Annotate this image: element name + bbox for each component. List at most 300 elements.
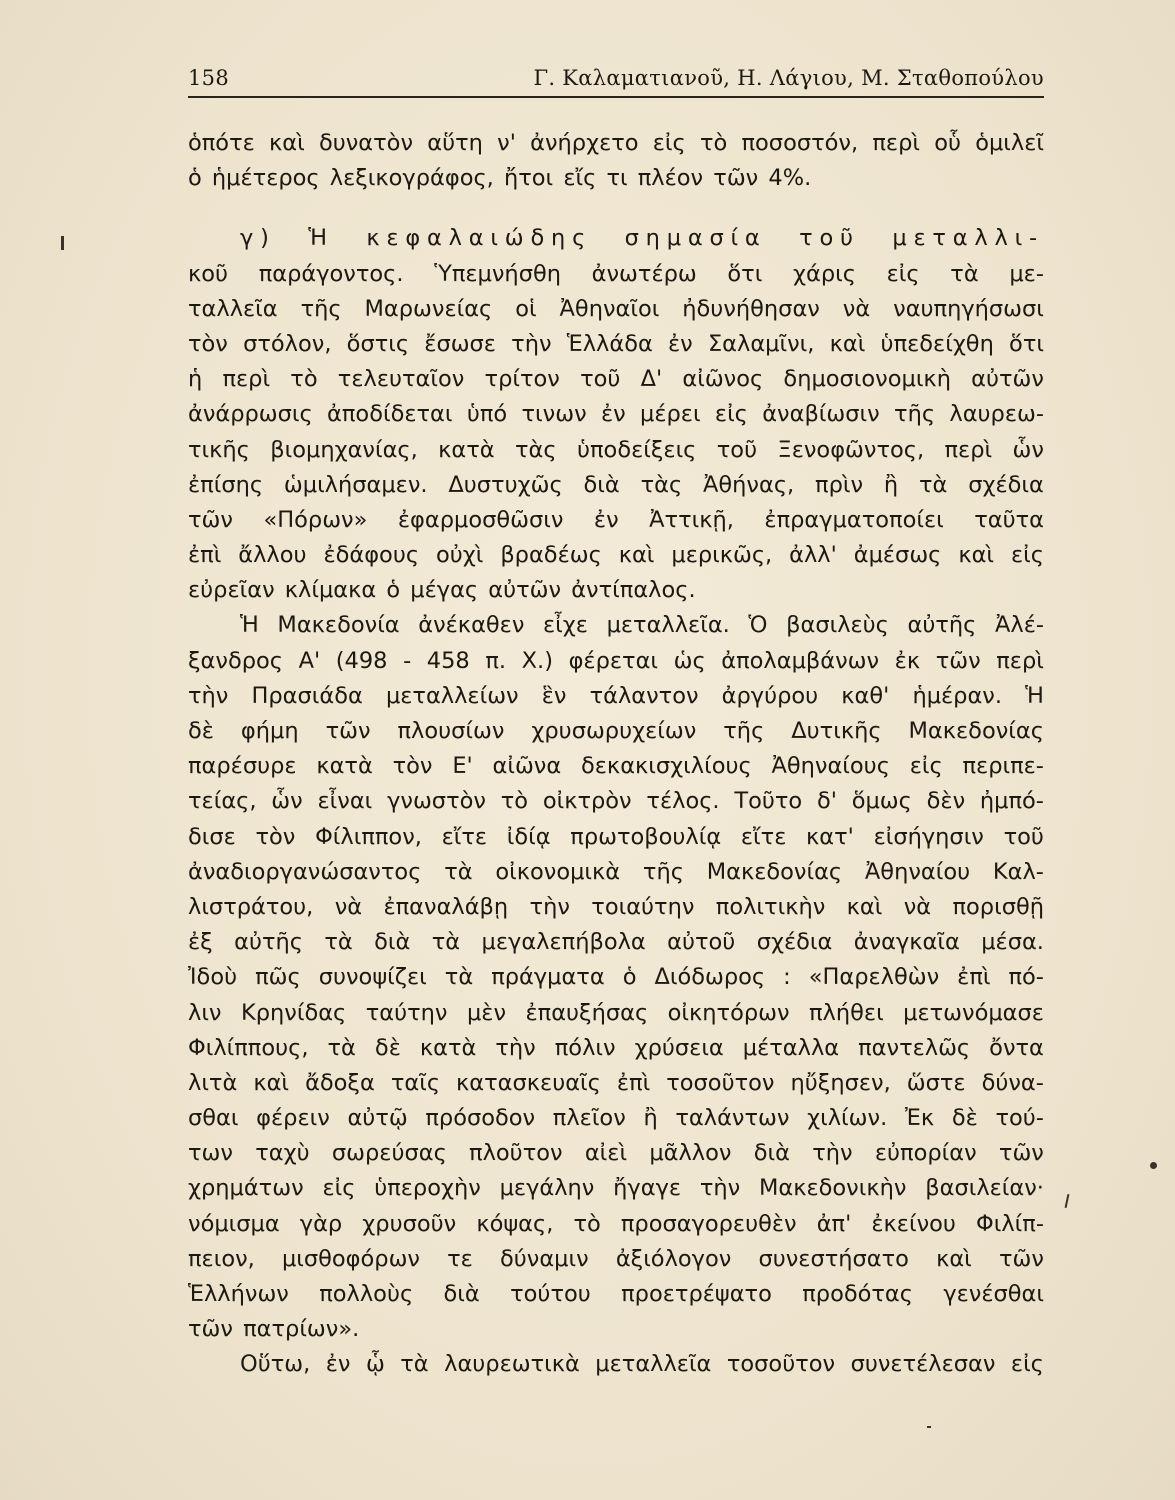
- word: τὴν: [699, 1175, 741, 1202]
- word: αὐτῷ: [347, 1105, 408, 1132]
- word: τὴν: [812, 1140, 853, 1167]
- word: ἀναγκαῖα: [853, 929, 960, 956]
- word: Οὕτω,: [240, 1351, 311, 1378]
- word: πρωτοβουλίᾳ: [570, 823, 722, 850]
- word: Ἀθηναίου: [864, 858, 971, 885]
- word: τὰ: [950, 260, 979, 287]
- word: Ἡ: [240, 612, 259, 639]
- word: ἢ: [883, 471, 899, 498]
- word: προετρέψατο: [621, 1281, 772, 1307]
- word: νόμισμα: [188, 1210, 280, 1237]
- word: Ὑπεμνήσθη: [434, 260, 561, 287]
- word: εἶναι: [317, 788, 373, 815]
- word: ἐκείνου: [871, 1210, 956, 1237]
- word: μὲν: [466, 999, 507, 1026]
- word: ἢ: [643, 1105, 658, 1132]
- word: Δυστυχῶς: [448, 471, 563, 498]
- word: πόλιν: [554, 1034, 616, 1061]
- margin-speck: [1150, 1162, 1157, 1169]
- word: τὸ: [290, 366, 318, 393]
- word: πειον,: [188, 1245, 255, 1272]
- word: Ε': [452, 753, 473, 780]
- word: ὅτι: [727, 260, 763, 287]
- text-line: [188, 503, 1044, 538]
- word: καὶ: [958, 542, 995, 569]
- word: τὴν: [495, 1034, 536, 1061]
- word: λαυρεωτικὰ: [444, 1351, 580, 1378]
- word: ἡ: [188, 366, 203, 393]
- word: εἰς: [1010, 1351, 1044, 1378]
- word: εἰς: [1010, 542, 1044, 569]
- word: Μακεδονία: [277, 612, 400, 639]
- text-line: [188, 820, 1044, 855]
- word: ἀπολαμβάνων: [721, 647, 880, 674]
- word: βασιλείαν·: [925, 1175, 1044, 1202]
- word: ταῦτα: [974, 506, 1044, 533]
- word: ταχὺ: [255, 1140, 310, 1167]
- word: μέρει: [640, 401, 701, 428]
- word: τείας,: [188, 788, 257, 815]
- word: π.: [485, 647, 507, 674]
- word: μεταλλείων: [385, 682, 519, 709]
- word: ἡμέραν.: [912, 682, 1003, 709]
- word: πλεῖον: [552, 1105, 626, 1132]
- word: Ἰδοὺ: [188, 964, 238, 991]
- word: πλουσίων: [397, 718, 505, 744]
- word: περὶ: [944, 436, 993, 463]
- word: εἴτε: [441, 823, 488, 850]
- text-line: [188, 679, 1044, 714]
- word: καὶ: [846, 893, 883, 920]
- word: τὸν: [188, 330, 228, 357]
- word: τινων: [521, 401, 587, 428]
- word: μερικῶς,: [671, 542, 773, 569]
- word: βασιλεὺς: [786, 612, 889, 639]
- word: ηὔξησεν,: [790, 1069, 891, 1096]
- text-line: [188, 538, 1044, 573]
- word: Ἀττικῇ,: [649, 506, 734, 533]
- word: παρέσυρε: [188, 753, 297, 780]
- word: εἰς: [886, 260, 920, 287]
- word: Ἀθήνας,: [703, 471, 795, 498]
- text-line: [188, 784, 1044, 819]
- word: τῆς: [894, 401, 936, 428]
- text-line: [188, 1066, 1044, 1101]
- word: λιτὰ: [188, 1069, 238, 1096]
- word: ἐπαναλάβῃ: [383, 893, 509, 920]
- word: πρὶν: [815, 471, 864, 498]
- word: ἐν: [593, 506, 619, 533]
- word: τοῦ: [580, 366, 621, 393]
- word: χιλίων.: [807, 1105, 888, 1132]
- word: δεκακισχιλίους: [581, 753, 752, 780]
- word: τοσοῦτον: [666, 1069, 775, 1096]
- word: κατὰ: [316, 753, 373, 780]
- word: λιν: [188, 999, 222, 1026]
- word: τὰ: [400, 1351, 429, 1378]
- word: τὰ: [324, 929, 353, 956]
- word: ἓν: [541, 682, 567, 709]
- word: γ): [240, 225, 276, 252]
- text-line: [188, 749, 1044, 784]
- word: τὸ: [500, 788, 529, 815]
- word: ὧν: [1012, 436, 1044, 463]
- word: τὰ: [327, 1034, 356, 1061]
- word: γνωστὸν: [387, 788, 486, 815]
- word: τὰ: [431, 929, 461, 956]
- word: 458: [426, 647, 470, 674]
- word: τὸ: [699, 130, 728, 156]
- text-line: [188, 714, 1044, 749]
- word: λιστράτου,: [188, 893, 314, 920]
- word: Δυτικῆς: [791, 718, 882, 744]
- text-line: [188, 327, 1044, 362]
- word: δὲ: [951, 1105, 978, 1132]
- word: πλήθει: [809, 999, 884, 1026]
- word: ἐν: [600, 401, 626, 428]
- word: τῶν: [935, 647, 981, 674]
- margin-speck: [1065, 1194, 1070, 1208]
- word: ἐξ: [188, 929, 213, 956]
- word: φήμη: [240, 718, 299, 744]
- text-line: [188, 1101, 1044, 1136]
- word: Ὁ: [748, 612, 768, 639]
- word: ποσοστόν,: [741, 130, 859, 156]
- page-header: [188, 56, 1044, 90]
- text-line: [188, 1347, 1044, 1382]
- word: Κρηνίδας: [240, 999, 347, 1026]
- word: τοσοῦτον: [726, 1351, 836, 1378]
- word: τῶν: [188, 506, 233, 533]
- word: τὰς: [640, 471, 683, 498]
- word: Ἡ: [1025, 682, 1044, 709]
- word: μετωνόμασε: [903, 999, 1044, 1026]
- word: μεταλλι-: [892, 225, 1044, 252]
- text-line: [188, 468, 1044, 503]
- word: στόλον,: [243, 330, 332, 357]
- word: των: [188, 1140, 233, 1167]
- word: καὶ: [829, 330, 866, 357]
- word: τὸν: [392, 753, 433, 780]
- word: κόψας,: [476, 1210, 554, 1237]
- word: μᾶλλον: [649, 1140, 732, 1167]
- word: τῶν: [998, 1140, 1044, 1167]
- word: λαυρεω-: [949, 401, 1044, 428]
- word: αἰῶνα: [492, 753, 562, 780]
- word: βιομηχανίας,: [270, 436, 418, 463]
- word: ἐπὶ: [957, 964, 991, 991]
- word: ἀλλ': [789, 542, 837, 569]
- word: περὶ: [996, 647, 1044, 674]
- word: τούτου: [510, 1281, 591, 1307]
- word: καὶ: [253, 1069, 290, 1096]
- paragraph-gap: [188, 196, 1044, 221]
- text-line: [188, 1031, 1044, 1066]
- word: ὑποδείξεις: [576, 436, 697, 463]
- text-line: εὐρεῖαν κλίμακα ὁ μέγας αὐτῶν ἀντίπαλος.: [188, 577, 696, 604]
- word: δ': [816, 788, 837, 815]
- word: Φιλίπ-: [976, 1210, 1044, 1237]
- word: σθαι: [188, 1105, 239, 1132]
- word: μέταλλα: [742, 1034, 840, 1061]
- word: περὶ: [222, 366, 271, 393]
- word: ταλλεῖα: [188, 295, 278, 322]
- word: ἀργύρου: [721, 682, 819, 709]
- text-line: τῶν πατρίων».: [188, 1316, 360, 1343]
- word: ταλάντων: [675, 1105, 790, 1132]
- word: δύναμιν: [499, 1245, 589, 1272]
- word: ἀνήρχετο: [530, 130, 639, 156]
- text-line: [188, 855, 1044, 890]
- word: ὄντα: [989, 1034, 1044, 1061]
- word: ἐπαυξήσας: [525, 999, 649, 1026]
- word: αὕτη: [427, 130, 483, 156]
- word: διὰ: [583, 471, 620, 498]
- word: εἰς: [322, 1175, 356, 1202]
- word: ἐπραγματοποίει: [764, 506, 944, 533]
- word: μεγαλεπήβολα: [481, 929, 646, 956]
- word: κατὰ: [419, 1034, 477, 1061]
- word: ἰδίᾳ: [506, 823, 551, 850]
- word: τὸν: [255, 823, 296, 850]
- word: κεφαλαιώδης: [366, 225, 593, 252]
- word: Καλ-: [992, 858, 1044, 885]
- word: πῶς: [255, 964, 301, 991]
- word: φέρειν: [256, 1105, 330, 1132]
- word: ἐφαρμοσθῶσιν: [397, 506, 564, 533]
- word: ᾧ: [365, 1351, 385, 1378]
- word: ἄδοξα: [305, 1069, 375, 1096]
- word: τοιαύτην: [591, 893, 695, 920]
- word: αὐτῆς: [234, 929, 303, 956]
- word: οἱ: [515, 295, 537, 322]
- word: ἀναβίωσιν: [762, 401, 880, 428]
- word: Σαλαμῖνι,: [707, 330, 815, 357]
- word: ἀπ': [816, 1210, 852, 1237]
- text-line: [188, 1242, 1044, 1277]
- word: χρυσοῦν: [362, 1210, 457, 1237]
- word: χρυσωρυχείων: [531, 718, 697, 744]
- word: ἀποδίδεται: [327, 401, 453, 428]
- word: (498: [335, 647, 388, 674]
- word: δὲν: [926, 788, 966, 815]
- word: τὴν: [188, 682, 229, 709]
- text-line: [188, 996, 1044, 1031]
- word: νὰ: [334, 893, 363, 920]
- text-line: [188, 292, 1044, 327]
- word: τὴν: [511, 330, 552, 357]
- text-line: [188, 608, 1044, 643]
- word: τῆς: [300, 295, 342, 322]
- word: οἰκονομικὰ: [495, 858, 621, 885]
- word: ἔσωσε: [424, 330, 496, 357]
- word: εὐπορίαν: [874, 1140, 977, 1167]
- word: διὰ: [753, 1140, 790, 1167]
- word: ἀξιόλογον: [615, 1245, 732, 1272]
- text-line: [188, 362, 1044, 397]
- word: αἰῶνος: [682, 366, 764, 393]
- word: μεταλλεῖα.: [606, 612, 730, 639]
- margin-speck: [61, 236, 64, 250]
- word: Πρασιάδα: [251, 682, 363, 709]
- word: ν': [497, 130, 516, 156]
- word: καὶ: [269, 130, 305, 156]
- word: σχέδια: [756, 929, 833, 956]
- word: Ἀλέ-: [995, 612, 1044, 639]
- word: τε: [447, 1245, 473, 1272]
- word: ἐν: [668, 330, 693, 357]
- word: ναυπηγήσωσι: [893, 295, 1044, 322]
- word: τὰ: [444, 964, 474, 991]
- word: ἄλλου: [238, 542, 307, 569]
- word: Ἀθηναῖοι: [559, 295, 660, 322]
- word: Δ': [640, 366, 663, 393]
- word: πράγματα: [491, 964, 605, 991]
- word: αὐτῆς: [907, 612, 977, 639]
- word: Μακεδονικὴν: [758, 1175, 907, 1202]
- word: τρίτον: [484, 366, 560, 393]
- word: Μακεδονίας: [908, 718, 1044, 744]
- word: τῆς: [723, 718, 765, 744]
- word: ἠδυνήθησαν: [682, 295, 820, 322]
- word: Ξενοφῶντος,: [777, 436, 925, 463]
- word: Α': [298, 647, 321, 674]
- text-line: [188, 257, 1044, 292]
- word: με-: [1009, 260, 1044, 287]
- word: περὶ: [872, 130, 920, 156]
- word: σχέδια: [968, 471, 1044, 498]
- text-line: [188, 126, 1044, 161]
- word: διὰ: [374, 929, 411, 956]
- word: κατασκευαῖς: [456, 1069, 601, 1096]
- word: κοῦ: [188, 260, 229, 287]
- word: ταῖς: [390, 1069, 441, 1096]
- word: Χ.): [521, 647, 553, 674]
- word: γὰρ: [299, 1210, 343, 1237]
- word: τοῦ: [1003, 823, 1044, 850]
- word: ἀνάρρωσις: [188, 401, 313, 428]
- word: ἀναδιοργανώσαντος: [188, 858, 422, 885]
- margin-speck: [927, 1426, 931, 1428]
- word: σωρεύσας: [331, 1140, 447, 1167]
- word: τάλαντον: [589, 682, 699, 709]
- word: «Παρελθὼν: [808, 964, 940, 991]
- word: εἰσήγησιν: [873, 823, 984, 850]
- word: τῶν: [998, 1245, 1044, 1272]
- word: ὁμιλεῖ: [975, 130, 1044, 156]
- word: τὰ: [919, 471, 948, 498]
- header-rule: [188, 96, 1044, 98]
- word: ὅμως: [851, 788, 912, 815]
- word: τελευταῖον: [337, 366, 465, 393]
- page-number: 158: [188, 66, 229, 90]
- word: Φίλιππον,: [315, 823, 422, 850]
- word: νὰ: [842, 295, 871, 322]
- text-line: ὁ ἡμέτερος λεξικογράφος, ἤτοι εἴς τι πλέον τῶν 4%.: [188, 165, 812, 192]
- word: μέσα.: [981, 929, 1044, 956]
- word: Ἀθηναίους: [771, 753, 890, 780]
- word: Ἑλλήνων: [188, 1281, 289, 1307]
- word: τού-: [995, 1105, 1044, 1132]
- word: δύνα-: [981, 1069, 1044, 1096]
- word: τῆς: [642, 858, 684, 885]
- word: χρημάτων: [188, 1175, 304, 1202]
- word: οὐχὶ: [435, 542, 484, 569]
- word: ὧν: [271, 788, 303, 815]
- word: γενέσθαι: [943, 1281, 1044, 1307]
- word: μισθοφόρων: [281, 1245, 420, 1272]
- text-line: [188, 1136, 1044, 1171]
- word: χρύσεια: [634, 1034, 724, 1061]
- word: Ἡ: [308, 225, 334, 252]
- word: Διόδωρος: [654, 964, 766, 991]
- word: παντελῶς: [858, 1034, 971, 1061]
- word: τὰς: [515, 436, 557, 463]
- word: ἐν: [325, 1351, 351, 1378]
- word: καθ': [841, 682, 890, 709]
- word: πορισθῇ: [952, 893, 1044, 920]
- text-line: [188, 1277, 1044, 1312]
- word: εἰς: [714, 401, 748, 428]
- text-line: [188, 925, 1044, 960]
- word: κατ': [806, 823, 854, 850]
- word: εἴτε: [740, 823, 787, 850]
- word: ὑπεροχὴν: [374, 1175, 481, 1202]
- word: ὥστε: [906, 1069, 966, 1096]
- word: ὁ: [622, 964, 637, 991]
- word: δυνατὸν: [318, 130, 414, 156]
- word: περιπε-: [962, 753, 1044, 780]
- word: νὰ: [903, 893, 932, 920]
- word: πό-: [1008, 964, 1044, 991]
- word: συνοψίζει: [318, 964, 427, 991]
- word: χάρις: [793, 260, 856, 287]
- word: Ἑλλάδα: [566, 330, 653, 357]
- word: Μακεδονίας: [706, 858, 843, 885]
- word: αὐτοῦ: [667, 929, 736, 956]
- text-line: [188, 890, 1044, 925]
- word: αὐτῶν: [971, 366, 1044, 393]
- word: ἐκ: [894, 647, 921, 674]
- word: :: [783, 964, 791, 991]
- body-text: [188, 126, 1044, 1383]
- word: «Πόρων»: [263, 506, 368, 533]
- word: ὑπό: [466, 401, 508, 428]
- word: διὰ: [443, 1281, 480, 1307]
- word: ὁπότε: [188, 130, 255, 156]
- word: δισε: [188, 823, 236, 850]
- word: σημασία: [624, 225, 767, 252]
- word: δὲ: [374, 1034, 401, 1061]
- word: ὑπεδείχθη: [880, 330, 994, 357]
- word: ἠμπό-: [979, 788, 1044, 815]
- word: Μαρωνείας: [364, 295, 493, 322]
- word: ὅστις: [346, 330, 410, 357]
- word: ἐπὶ: [188, 542, 222, 569]
- running-title: Γ. Καλαματιανοῦ, Η. Λάγιου, Μ. Σταθοπούλου: [533, 66, 1044, 90]
- word: τὴν: [529, 893, 570, 920]
- word: τοῦ: [716, 436, 758, 463]
- word: ἐπὶ: [616, 1069, 651, 1096]
- word: εἶχε: [543, 612, 588, 639]
- section-heading-line: [188, 221, 1044, 256]
- word: εἰς: [652, 130, 686, 156]
- word: ἀνέκαθεν: [418, 612, 525, 639]
- word: τικῆς: [188, 436, 250, 463]
- word: τὸ: [573, 1210, 601, 1237]
- text-line: [188, 644, 1044, 679]
- word: κατὰ: [438, 436, 495, 463]
